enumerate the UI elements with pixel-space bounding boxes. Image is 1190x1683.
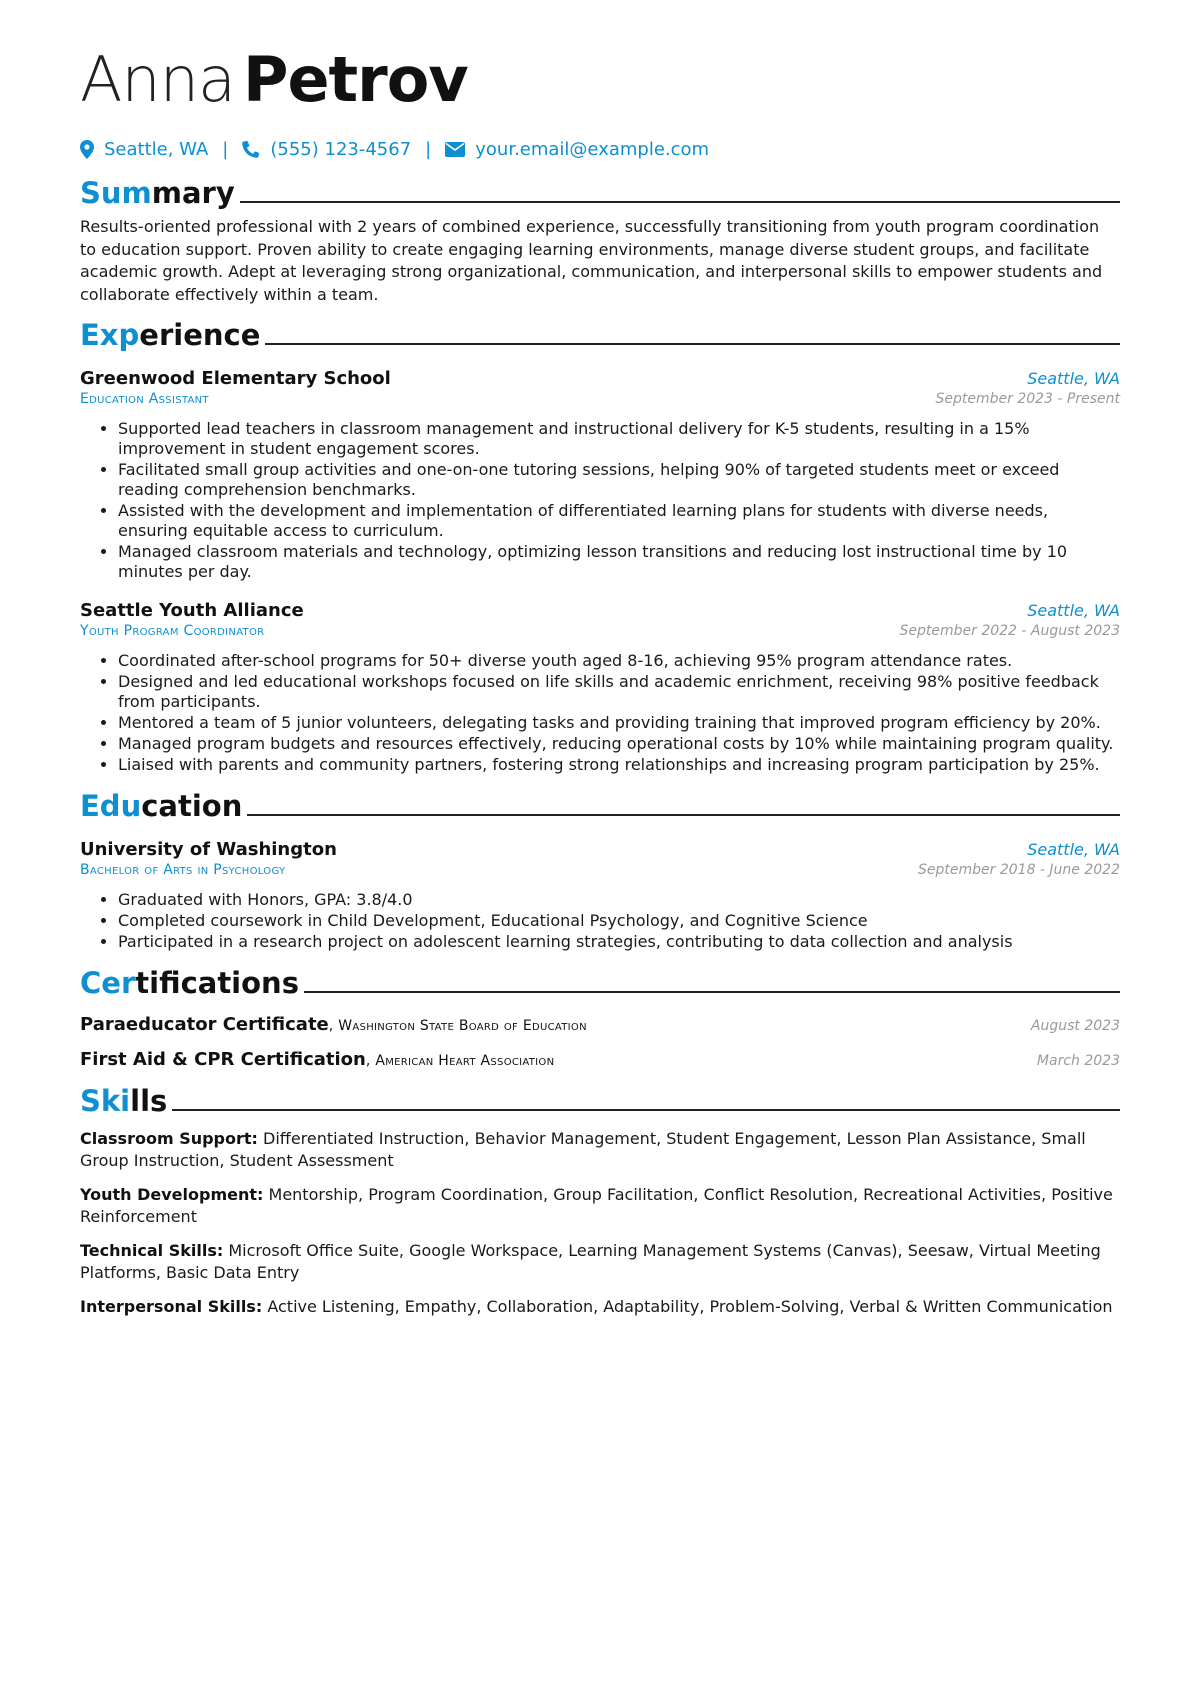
map-pin-icon [80, 140, 94, 159]
skill-label: Technical Skills: [80, 1241, 224, 1260]
list-item: • Coordinated after-school programs for 50+ diverse youth aged 8-16, achieving 95% program attendance rates. [118, 651, 1120, 671]
certification-issuer: Washington State Board of Education [338, 1018, 587, 1034]
summary-heading [80, 176, 1120, 210]
section-title: Certifications [80, 966, 299, 1000]
section-rule [265, 343, 1120, 345]
list-item: • Mentored a team of 5 junior volunteers, delegating tasks and providing training that improved program efficiency by 20%. [118, 713, 1120, 733]
degree-title: Bachelor of Arts in Psychology [80, 862, 286, 878]
contact-email[interactable] [445, 139, 709, 160]
bullet-list [80, 651, 1120, 775]
list-item: • Liaised with parents and community partners, fostering strong relationships and increasing program participation by 25%. [118, 755, 1120, 775]
skill-label: Youth Development: [80, 1185, 264, 1204]
experience-entry [80, 368, 1120, 582]
location-text: Seattle, WA [104, 138, 209, 160]
section-title: Summary [80, 176, 235, 210]
entry-dates: September 2023 - Present [935, 391, 1120, 407]
experience-heading [80, 318, 1120, 352]
bullet-list [80, 419, 1120, 582]
certification-item: First Aid & CPR Certification, American Heart Association March 2023 [80, 1049, 1120, 1070]
experience-entry [80, 600, 1120, 775]
organization-name: Greenwood Elementary School [80, 368, 391, 389]
list-item: • Graduated with Honors, GPA: 3.8/4.0 [118, 890, 1120, 910]
section-title: Education [80, 789, 243, 823]
organization-name: Seattle Youth Alliance [80, 600, 304, 621]
list-item: • Managed classroom materials and technology, optimizing lesson transitions and reducing lost instructional time by 10 minutes per day. [118, 542, 1120, 582]
certification-name: First Aid & CPR Certification [80, 1049, 366, 1070]
education-heading [80, 789, 1120, 823]
list-item: • Completed coursework in Child Development, Educational Psychology, and Cognitive Science [118, 911, 1120, 931]
certification-name: Paraeducator Certificate [80, 1014, 329, 1035]
list-item: • Supported lead teachers in classroom management and instructional delivery for K-5 students, resulting in a 15% improvement in student engagement scores. [118, 419, 1120, 459]
certification-date: August 2023 [1030, 1018, 1120, 1034]
entry-location: Seattle, WA [1027, 369, 1120, 388]
skill-values: Mentorship, Program Coordination, Group Facilitation, Conflict Resolution, Recreational Activities, Positive Reinforcement [80, 1185, 1113, 1226]
skill-group [80, 1184, 1120, 1228]
certifications-heading [80, 966, 1120, 1000]
certification-issuer: American Heart Association [375, 1053, 555, 1069]
section-rule [247, 814, 1120, 816]
entry-dates: September 2022 - August 2023 [899, 623, 1120, 639]
certification-item: Paraeducator Certificate, Washington State Board of Education August 2023 [80, 1014, 1120, 1035]
entry-dates: September 2018 - June 2022 [918, 862, 1120, 878]
email-text: your.email@example.com [475, 138, 710, 160]
contact-phone[interactable] [242, 139, 411, 160]
entry-location: Seattle, WA [1027, 601, 1120, 620]
list-item: • Participated in a research project on adolescent learning strategies, contributing to data collection and analysis [118, 932, 1120, 952]
section-title: Experience [80, 318, 261, 352]
job-title: Youth Program Coordinator [80, 623, 265, 639]
list-item: • Managed program budgets and resources effectively, reducing operational costs by 10% while maintaining program quality. [118, 734, 1120, 754]
skill-label: Interpersonal Skills: [80, 1297, 263, 1316]
list-item: • Facilitated small group activities and one-on-one tutoring sessions, helping 90% of targeted students meet or exceed reading comprehension benchmarks. [118, 460, 1120, 500]
contact-separator: | [222, 138, 229, 160]
education-entry [80, 839, 1120, 952]
last-name: Petrov [243, 43, 468, 116]
certification-date: March 2023 [1036, 1053, 1120, 1069]
skill-group [80, 1240, 1120, 1284]
skill-values: Active Listening, Empathy, Collaboration, Adaptability, Problem-Solving, Verbal & Written Communication [267, 1297, 1113, 1316]
summary-text: Results-oriented professional with 2 years of combined experience, successfully transitioning from youth program coordination to education support. Proven ability to create engaging learning environments, manage diverse student groups, and facilitate academic growth. Adept at leveraging strong organizational, communication, and interpersonal skills to empower students and collaborate effectively within a team. [80, 217, 1103, 304]
section-rule [172, 1109, 1120, 1111]
entry-location: Seattle, WA [1027, 840, 1120, 859]
skill-values: Differentiated Instruction, Behavior Management, Student Engagement, Lesson Plan Assistance, Small Group Instruction, Student Assessment [80, 1129, 1086, 1170]
section-rule [304, 991, 1120, 993]
institution-name: University of Washington [80, 839, 337, 860]
skill-values: Microsoft Office Suite, Google Workspace, Learning Management Systems (Canvas), Seesaw, Virtual Meeting Platforms, Basic Data Entry [80, 1241, 1101, 1282]
bullet-list [80, 890, 1120, 952]
skill-label: Classroom Support: [80, 1129, 258, 1148]
contact-bar [80, 136, 1120, 162]
section-rule [240, 201, 1120, 203]
job-title: Education Assistant [80, 391, 209, 407]
skills-heading [80, 1084, 1120, 1118]
candidate-name [80, 44, 1120, 116]
list-item: • Designed and led educational workshops focused on life skills and academic enrichment, receiving 98% positive feedback from participants. [118, 672, 1120, 712]
envelope-icon [445, 142, 465, 157]
section-title: Skills [80, 1084, 168, 1118]
contact-location [80, 139, 208, 160]
contact-separator: | [425, 138, 432, 160]
phone-text: (555) 123-4567 [270, 138, 412, 160]
skill-group [80, 1128, 1120, 1172]
skill-group [80, 1296, 1120, 1318]
phone-icon [242, 140, 260, 158]
list-item: • Assisted with the development and implementation of differentiated learning plans for students with diverse needs, ensuring equitable access to curriculum. [118, 501, 1120, 541]
first-name: Anna [80, 43, 235, 116]
